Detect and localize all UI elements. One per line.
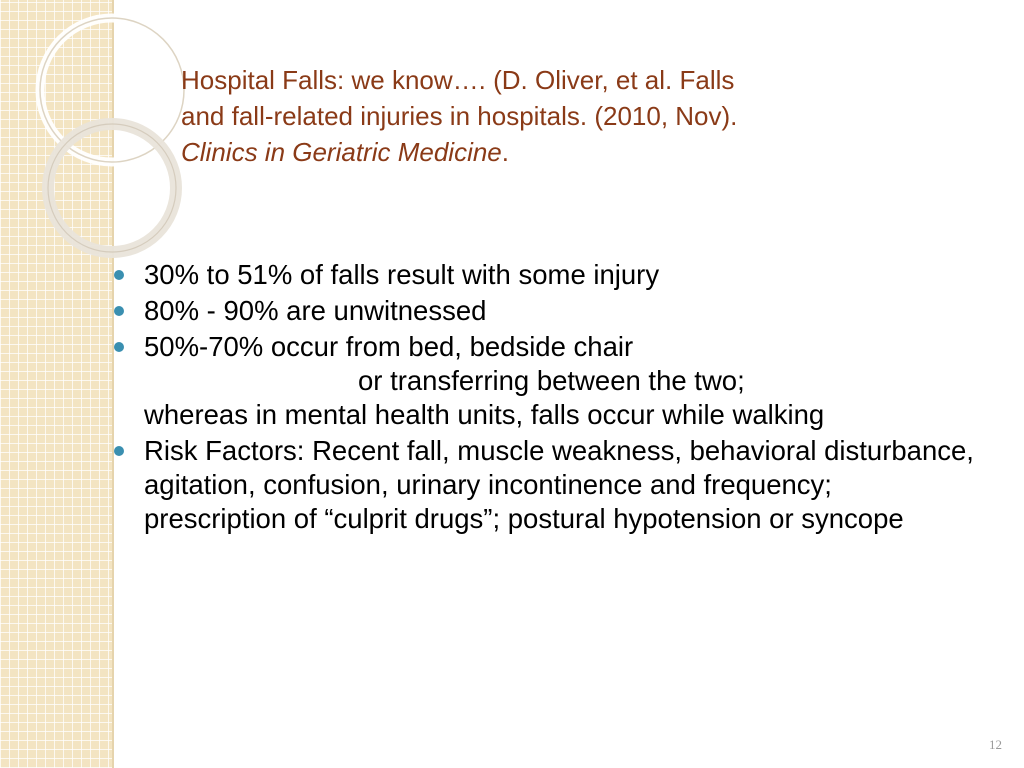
title-line-1: Hospital Falls: we know…. (D. Oliver, et al. Falls [181,65,735,95]
bullet-dot-icon [114,446,124,456]
bullet-dot-icon [114,306,124,316]
decorative-ring-small [48,124,176,252]
bullet-dot-icon [114,342,124,352]
slide-title [181,62,961,170]
bullet-text-indented-line: or transferring between the two; [358,365,745,396]
bullet-list [110,258,980,538]
title-line-2: and fall-related injuries in hospitals. (2010, Nov). [181,101,738,131]
page-number: 12 [989,737,1002,752]
bullet-item [110,294,980,328]
title-period: . [501,137,509,167]
bullet-text: Risk Factors: Recent fall, muscle weakness, behavioral disturbance, agitation, confusion, urinary incontinence and frequency; prescription of “culprit drugs”; postural hypotension or syncope [144,435,974,534]
bullet-item [110,434,980,536]
bullet-text-line: whereas in mental health units, falls occur while walking [144,399,825,430]
bullet-dot-icon [114,270,124,280]
title-journal-name: Clinics in Geriatric Medicine [181,137,502,167]
bullet-text: 30% to 51% of falls result with some injury [144,259,660,290]
bullet-text: 80% - 90% are unwitnessed [144,295,487,326]
bullet-item [110,258,980,292]
bullet-text-line: 50%-70% occur from bed, bedside chair [144,331,634,362]
bullet-item [110,330,980,432]
